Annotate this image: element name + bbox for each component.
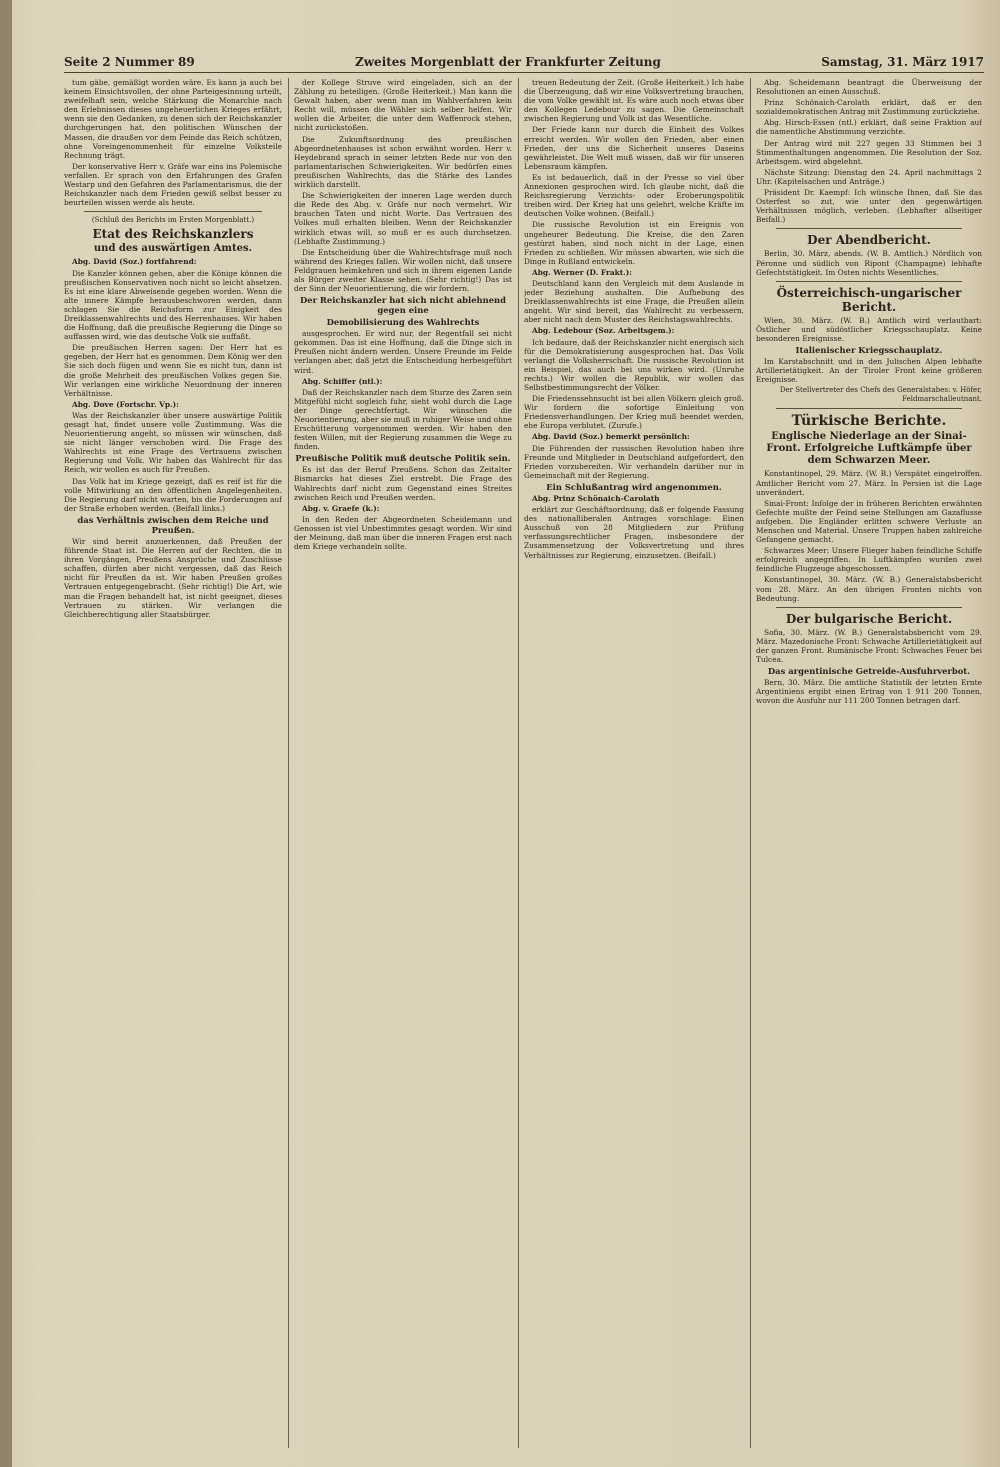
speaker-name: Abg. Dove (Fortschr. Vp.):: [72, 399, 179, 409]
col2-paragraph: Daß der Reichskanzler nach dem Sturze des Zaren sein Mitgefühl nicht sogleich fuhr, sieht wohl durch die Lage der Dinge gerechtfertigt. Wir wünschen die Neuorientierung, aber sie muß in ruhiger Weise und ohne Erschütterung vorgenommen werden. Wir haben den festen Willen, mit der Regierung zusammen die Wege zu finden.: [294, 387, 512, 452]
col2-paragraph: Die Schwierigkeiten der inneren Lage werden durch die Rede des Abg. v. Gräfe nur noch vermehrt. Wir brauchen Taten und nicht Worte. Das Vertrauen des Volkes muß erhalten bleiben. Wenn der Reichskanzler wirklich etwas will, so muß er es auch durchsetzen. (Lebhafte Zustimmung.): [294, 191, 512, 246]
col4-paragraph: Sofia, 30. März. (W. B.) Generalstabsbericht vom 29. März. Mazedonische Front: Schwache Artillerietätigkeit auf der ganzen Front. Rumänische Front: Schwaches Feuer bei Tulcea.: [756, 627, 982, 665]
column-1: [64, 78, 282, 1448]
col3-paragraph: Die Führenden der russischen Revolution haben ihre Freunde und Mitglieder in Deutschland aufgefordert, den Frieden vorzubereiten. Wir verhandeln darüber nur in Gemeinschaft mit der Regierung.: [524, 443, 744, 480]
col4-paragraph: Nächste Sitzung: Dienstag den 24. April nachmittags 2 Uhr. (Kapitelsachen und Anträge.): [756, 167, 982, 186]
column-rule: [288, 78, 289, 1448]
col4-signature: Der Stellvertreter des Chefs des Generalstabes: v. Höfer, Feldmarschalleutnant.: [779, 386, 982, 404]
col2-section-heading: Preußische Politik muß deutsche Politik sein.: [295, 453, 511, 464]
col1-speaker-paragraph: [64, 400, 282, 409]
col4-headline: Der Abendbericht.: [807, 233, 931, 248]
col1-headline: Etat des Reichskanzlers: [92, 227, 254, 242]
col4-headline: Türkische Berichte.: [791, 413, 947, 430]
column-rule: [518, 78, 519, 1448]
col3-paragraph: Die russische Revolution ist ein Ereignis von ungeheurer Bedeutung. Die Kreise, die den Zaren gestürzt haben, sind noch nicht in der Lage, einen Frieden zu schließen. Wir müssen abwarten, wie sich die Dinge in Rußland entwickeln.: [524, 220, 744, 266]
col3-paragraph: Ich bedaure, daß der Reichskanzler nicht energisch sich für die Demokratisierung ausgesprochen hat. Das Volk verlangt die Volksherrschaft. Die russische Revolution ist ein Beispiel, das auch bei uns wirken wird. (Unruhe rechts.) Wir wollen die Republik, wir wollen das Selbstbestimmungsrecht der Völker.: [524, 337, 744, 392]
col2-section-heading: Der Reichskanzler hat sich nicht ablehnend gegen eine: [300, 295, 506, 316]
col4-paragraph: Prinz Schönaich-Carolath erklärt, daß er den sozialdemokratischen Antrag mit Zustimmung zurückziehe.: [756, 98, 982, 117]
speaker-name: Abg. Werner (D. Frakt.):: [532, 267, 632, 277]
col2-paragraph: der Kollege Struve wird eingeladen, sich an der Zählung zu beteiligen. (Große Heiterkeit.) Man kann die Gewalt haben, aber wenn man im Wahlverfahren kein Recht will, müssen die Wähler sich selber helfen. Wir wollen die Arbeiter, die unter dem Waffenrock stehen, nicht zurückstoßen.: [294, 78, 512, 133]
divider: [84, 211, 262, 212]
speaker-name: Abg. David (Soz.) fortfahrend:: [72, 257, 197, 267]
col4-section-heading: Italienischer Kriegsschauplatz.: [795, 344, 943, 355]
column-4: [756, 78, 982, 1448]
header-left: Seite 2 Nummer 89: [64, 55, 195, 69]
col1-paragraph: Die preußischen Herren sagen: Der Herr hat es gegeben, der Herr hat es genommen. Dem König wer den Sie sich doch fügen und wenn Sie es nicht tun, dann ist die große Mehrheit des preußischen Volkes gegen Sie. Wir verlangen eine wirkliche Neuordnung der inneren Verhältnisse.: [64, 343, 282, 398]
col4-paragraph: Wien, 30. März. (W. B.) Amtlich wird verlautbart: Östlicher und südöstlicher Kriegsschauplatz. Keine besonderen Ereignisse.: [756, 315, 982, 343]
col1-note: (Schluß des Berichts im Ersten Morgenblatt.): [91, 216, 255, 225]
col4-paragraph: Der Antrag wird mit 227 gegen 33 Stimmen bei 3 Stimmenthaltungen angenommen. Die Resolution der Soz. Arbeitsgem. wird abgelehnt.: [756, 138, 982, 166]
divider: [776, 607, 962, 608]
col4-paragraph: Konstantinopel, 29. März. (W. B.) Verspätet eingetroffen. Amtlicher Bericht vom 27. März. In Persien ist die Lage unverändert.: [756, 469, 982, 497]
col4-paragraph: Abg. Hirsch-Essen (ntl.) erklärt, daß seine Fraktion auf die namentliche Abstimmung verzichte.: [756, 118, 982, 137]
col2-paragraph: Die Entscheidung über die Wahlrechtsfrage muß noch während des Krieges fallen. Wir wollen nicht, daß unsere Feldgrauen heimkehren und sich in ihrem eigenen Lande als Bürger zweiter Klasse sehen. (Sehr richtig!) Das ist der Sinn der Neuorientierung, die wir fordern.: [294, 247, 512, 294]
col1-paragraph: Das Volk hat im Kriege gezeigt, daß es reif ist für die volle Mitwirkung an den öffentlichen Angelegenheiten. Die Regierung darf nicht warten, bis die Forderungen auf der Straße erhoben werden. (Beifall links.): [64, 476, 282, 513]
col1-paragraph: Der konservative Herr v. Gräfe war eins ins Polemische verfallen. Er sprach von den Erfahrungen des Grafen Westarp und den Gefahren des Parlamentarismus, die der Reichskanzler nach dem Frieden gewiß selbst besser zu beurteilen wissen werde als heute.: [64, 161, 282, 208]
col1-subheadline: und des auswärtigen Amtes.: [93, 243, 253, 255]
col3-speaker-paragraph: [524, 494, 744, 503]
col4-subheadline: Englische Niederlage an der Sinai-Front. Erfolgreiche Luftkämpfe über dem Schwarzen Meer.: [766, 431, 972, 467]
col1-paragraph: Was der Reichskanzler über unsere auswärtige Politik gesagt hat, findet unsere volle Zustimmung. Was die Neuorientierung angeht, so müssen wir wünschen, daß sie nicht länger verschoben wird. Die Frage des Wahlrechts ist eine Frage des Vertrauens zwischen Regierung und Volk. Wir haben das Wahlrecht für das Reich, wir wollen es auch für Preußen.: [64, 410, 282, 475]
col3-speaker-paragraph: [524, 268, 744, 277]
col4-paragraph: Sinai-Front: Infolge der in früheren Berichten erwähnten Gefechte mußte der Feind seine Stellungen am Gazaflusse aufgeben. Die Engländer erlitten schwere Verluste an Menschen und Material. Unsere Truppen haben zahlreiche Gefangene gemacht.: [756, 498, 982, 545]
col2-paragraph: ausgesprochen. Er wird nur, der Regentfall sei nicht gekommen. Das ist eine Hoffnung, daß die Dinge sich in Preußen nicht ändern werden. Unsere Freunde im Felde verlangen aber, daß jetzt die Entscheidung herbeigeführt wird.: [294, 329, 512, 375]
col2-paragraph: Es ist das der Beruf Preußens. Schon das Zeitalter Bismarcks hat dieses Ziel erstrebt. Die Frage des Wahlrechts darf nicht zum Gegenstand eines Streites zwischen Reich und Preußen werden.: [294, 465, 512, 502]
column-2: [294, 78, 512, 1448]
page-header: [64, 52, 984, 73]
col2-section-heading: Demobilisierung des Wahlrechts: [326, 317, 480, 328]
col1-paragraph: Wir sind bereit anzuerkennen, daß Preußen der führende Staat ist. Die Herren auf der Rechten, die in ihren Vorgängen, Preußens Ansprüche und Zuschlüsse schaffen, dürfen aber nicht vergessen, daß das Reich nicht für Preußen da ist. Wir haben Preußen großes Vertrauen entgegengebracht. (Sehr richtig!) Die Art, wie man die Fragen behandelt hat, ist nicht geeignet, dieses Vertrauen zu stärken. Wir verlangen die Gleichberechtigung aller Staatsbürger.: [64, 536, 282, 619]
speaker-name: Abg. David (Soz.) bemerkt persönlich:: [532, 432, 690, 442]
speaker-name: Abg. v. Graefe (k.):: [302, 503, 380, 513]
col4-paragraph: Abg. Scheidemann beantragt die Überweisung der Resolutionen an einen Ausschuß.: [756, 78, 982, 97]
header-center: Zweites Morgenblatt der Frankfurter Zeitung: [354, 55, 661, 69]
col3-paragraph: Es ist bedauerlich, daß in der Presse so viel über Annexionen gesprochen wird. Ich glaube nicht, daß die Reichsregierung Verzichts- oder Eroberungspolitik treiben wird. Der Krieg hat uns gelehrt, welche Kräfte im deutschen Volke wohnen. (Beifall.): [524, 172, 744, 219]
page-binding-edge: [0, 0, 12, 1467]
column-rule: [750, 78, 751, 1448]
col3-paragraph: treuen Bedeutung der Zeit. (Große Heiterkeit.) Ich habe die Überzeugung, daß wir eine Volksvertretung brauchen, die vom Volke gewählt ist. Es wäre auch noch etwas über den Kollegen Ledebour zu sagen. Die Gemeinschaft zwischen Regierung und Volk ist das Wesentliche.: [524, 78, 744, 124]
header-right: Samstag, 31. März 1917: [821, 55, 984, 69]
divider: [776, 228, 962, 229]
col4-paragraph: Berlin, 30. März, abends. (W. B. Amtlich.) Nördlich von Péronne und südlich von Ripont (Champagne) lebhafte Gefechtstätigkeit. Im Osten nichts Wesentliches.: [756, 249, 982, 277]
col3-speaker-paragraph: [524, 432, 744, 441]
col1-paragraph: tum gäbe, gemäßigt worden wäre. Es kann ja auch bei keinem Einsichtsvollen, der ohne Parteigesinnung urteilt, zweifelhaft sein, welche Stärkung die Monarchie nach den Erlebnissen dieses ungeheuerlichen Krieges erfährt, wenn sie den Gedanken, zu denen sich der Reichskanzler durchgerungen hat, den politischen Wünschen der Massen, die draußen vor dem Feinde das Reich schützen, ohne Voreingenommenheit für einzelne Volksteile Rechnung trägt.: [64, 78, 282, 160]
col4-paragraph: Bern, 30. März. Die amtliche Statistik der letzten Ernte Argentiniens ergibt einen Ertrag von 1 911 200 Tonnen, wovon die Ausfuhr nur 111 200 Tonnen betragen darf.: [756, 678, 982, 706]
col4-paragraph: Schwarzes Meer: Unsere Flieger haben feindliche Schiffe erfolgreich angegriffen. In Luftkämpfen wurden zwei feindliche Flugzeuge abgeschossen.: [756, 546, 982, 574]
speaker-name: Abg. Schiffer (ntl.):: [302, 376, 383, 386]
col4-paragraph: Im Karstabschnitt und in den Julischen Alpen lebhafte Artillerietätigkeit. An der Tiroler Front keine größeren Ereignisse.: [756, 356, 982, 385]
divider: [776, 281, 962, 282]
col4-paragraph: Präsident Dr. Kaempf: Ich wünsche Ihnen, daß Sie das Osterfest so zut, wie unter den gegenwärtigen Verhältnissen möglich, verleben. (Lebhafter allseitiger Beifall.): [756, 188, 982, 225]
col1-paragraph: Die Kanzler können gehen, aber die Könige können die preußischen Konservativen noch nicht so leicht absetzen. Es ist eine klare Abweisende gegeben worden. Wenn die alte innere Kämpfe herausbeschworen werden, dann schlagen Sie die Reichsform zur Einigkeit des Dreiklassenwahlrechts und des Herrenhauses. Wir haben die Hoffnung, daß die preußische Regierung die Dinge so auffassen wird, wie das deutsche Volk sie auffaßt.: [64, 268, 282, 342]
col4-section-heading: Das argentinische Getreide-Ausfuhrverbot.: [767, 666, 971, 677]
speaker-name: Abg. Ledebour (Soz. Arbeitsgem.):: [532, 326, 675, 336]
col3-paragraph: Die Friedenssehnsucht ist bei allen Völkern gleich groß. Wir fordern die sofortige Einleitung von Friedensverhandlungen. Der Krieg muß beendet werden, ehe Europa verblutet. (Zurufe.): [524, 394, 744, 431]
col2-speaker-paragraph: [294, 504, 512, 513]
divider: [776, 408, 962, 409]
col3-paragraph: Deutschland kann den Vergleich mit dem Auslande in jeder Beziehung aushalten. Die Aufhebung des Dreiklassenwahlrechts ist eine Frage, die Preußen allein angeht. Wir sind bereit, das Wahlrecht zu verbessern, aber nicht nach dem Muster des Reichstagswahlrechts.: [524, 278, 744, 325]
col2-paragraph: In den Reden der Abgeordneten Scheidemann und Genossen ist viel Unbestimmtes gesagt worden. Wir sind der Meinung, daß man über die inneren Fragen erst nach dem Kriege verhandeln sollte.: [294, 514, 512, 552]
col3-section-heading: Ein Schlußantrag wird angenommen.: [546, 481, 722, 492]
col4-headline: Österreichisch-ungarischer Bericht.: [776, 285, 962, 314]
col4-paragraph: Konstantinopel, 30. März. (W. B.) Generalstabsbericht vom 28. März. An den übrigen Fronten nichts von Bedeutung.: [756, 575, 982, 603]
col3-speaker-paragraph: [524, 326, 744, 335]
col2-speaker-paragraph: [294, 377, 512, 386]
col2-paragraph: Die Zukunftsordnung des preußischen Abgeordnetenhauses ist schon erwähnt worden. Herr v. Heydebrand sprach in seiner letzten Rede nur von den parlamentarischen Schwierigkeiten. Wir bedürfen eines preußischen Wahlrechts, das die Stärke des Landes wirklich darstellt.: [294, 134, 512, 190]
col4-headline: Der bulgarische Bericht.: [785, 611, 953, 626]
col1-section-heading: das Verhältnis zwischen dem Reiche und Preußen.: [77, 514, 269, 535]
col3-paragraph: erklärt zur Geschäftsordnung, daß er folgende Fassung des nationalliberalen Antrages vorschlage: Einen Ausschuß von 28 Mitgliedern zur Prüfung verfassungsrechtlicher Fragen, insbesondere der Zusammensetzung der Volksvertretung und ihres Verhältnisses zur Regierung, einzusetzen. (Beifall.): [524, 505, 744, 560]
speaker-name: Abg. Prinz Schönaich-Carolath: [532, 493, 660, 503]
col1-speaker-paragraph: [64, 257, 282, 266]
col3-paragraph: Der Friede kann nur durch die Einheit des Volkes erreicht werden. Wir wollen den Frieden, aber einen Frieden, der uns die Sicherheit unseres Daseins gewährleistet. Die Welt muß wissen, daß wir für unseren Lebensraum kämpfen.: [524, 125, 744, 171]
column-3: [524, 78, 744, 1448]
